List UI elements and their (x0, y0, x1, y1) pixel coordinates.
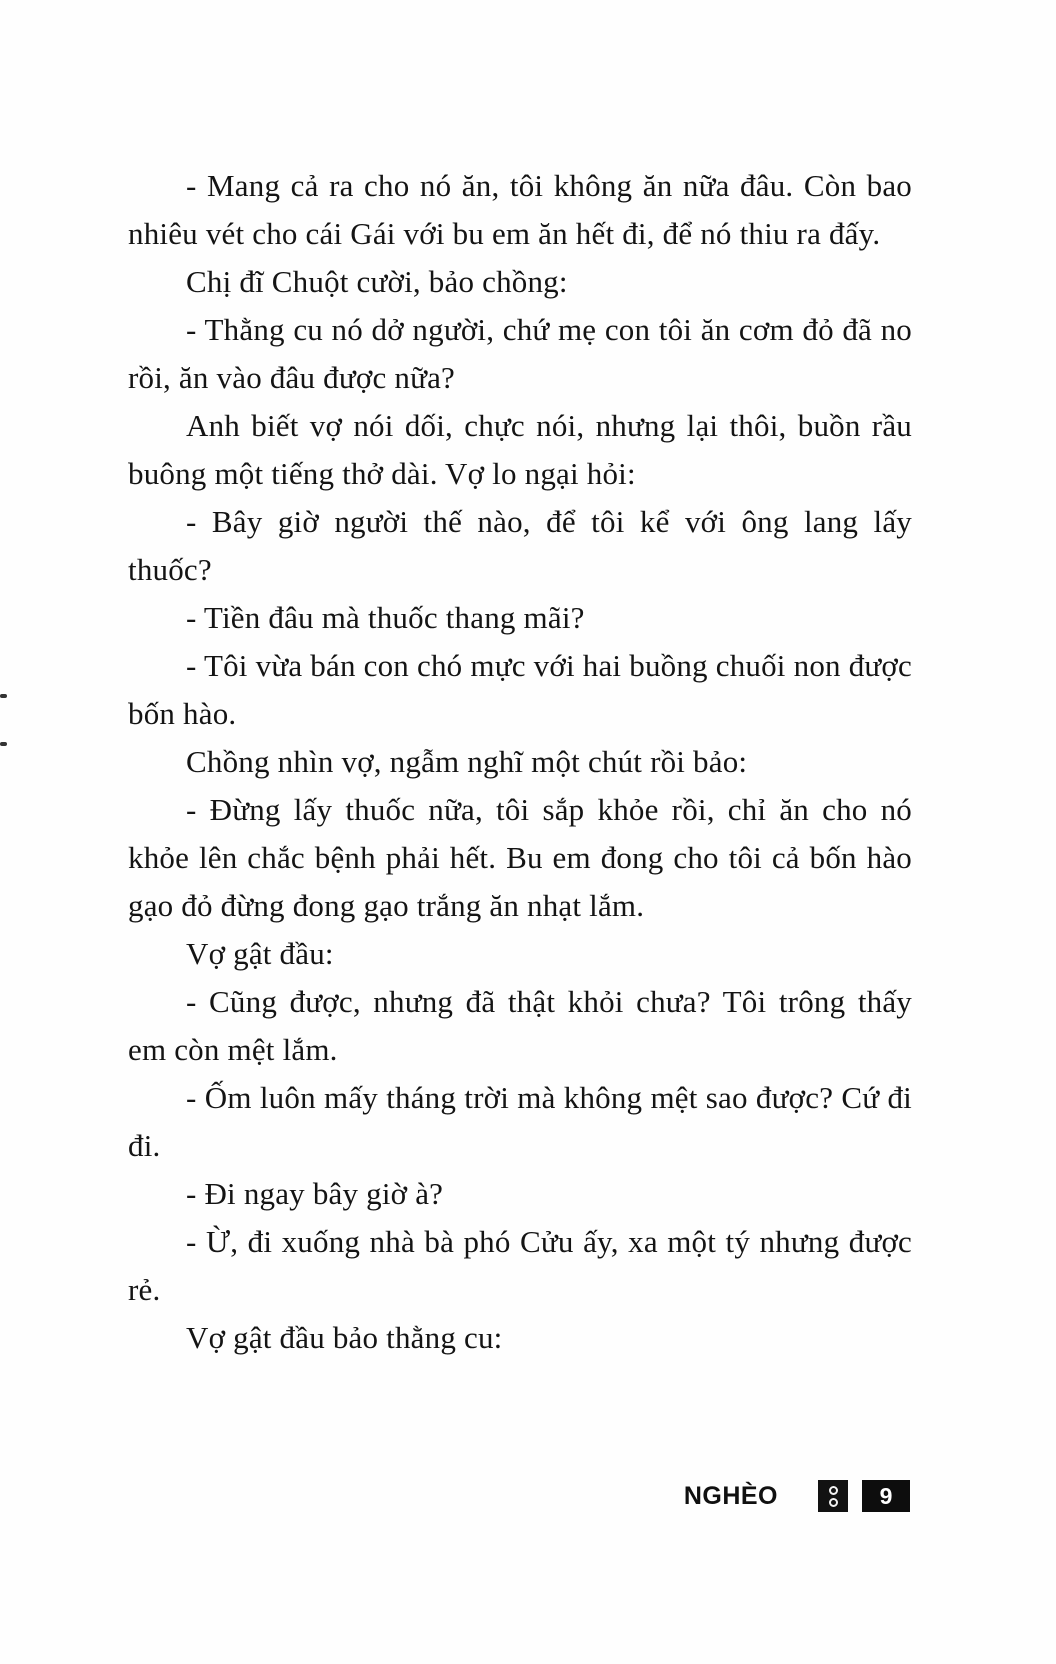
paragraph: - Bây giờ người thế nào, để tôi kể với ông lang lấy thuốc? (128, 504, 912, 587)
paragraph: Vợ gật đầu: (186, 936, 334, 971)
publisher-logo-icon (818, 1480, 848, 1512)
paragraph: Vợ gật đầu bảo thằng cu: (186, 1320, 503, 1355)
paragraph: - Thằng cu nó dở người, chứ mẹ con tôi ăn cơm đỏ đã no rồi, ăn vào đâu được nữa? (128, 312, 912, 395)
story-title: NGHÈO (683, 1481, 778, 1510)
paragraph: - Tôi vừa bán con chó mực với hai buồng chuối non được bốn hào. (128, 648, 912, 731)
paragraph: - Đi ngay bây giờ à? (186, 1176, 444, 1211)
paragraph: - Đừng lấy thuốc nữa, tôi sắp khỏe rồi, chỉ ăn cho nó khỏe lên chắc bệnh phải hết. Bu em đong cho tôi cả bốn hào gạo đỏ đừng đong gạo trắng ăn nhạt lắm. (128, 792, 912, 923)
paragraph: - Ừ, đi xuống nhà bà phó Cửu ấy, xa một tý nhưng được rẻ. (128, 1224, 912, 1307)
paragraph: - Ốm luôn mấy tháng trời mà không mệt sao được? Cứ đi đi. (128, 1080, 912, 1163)
scan-artifact (0, 742, 7, 746)
paragraph: Chị đĩ Chuột cười, bảo chồng: (186, 264, 568, 299)
paragraph: Anh biết vợ nói dối, chực nói, nhưng lại thôi, buồn rầu buông một tiếng thở dài. Vợ lo ngại hỏi: (128, 408, 912, 491)
paragraph: - Cũng được, nhưng đã thật khỏi chưa? Tôi trông thấy em còn mệt lắm. (128, 984, 912, 1067)
scan-artifact (0, 694, 7, 698)
logo-dot (829, 1486, 838, 1495)
paragraph: Chồng nhìn vợ, ngẫm nghĩ một chút rồi bảo: (186, 744, 748, 779)
page-footer (684, 1480, 910, 1512)
story-text-block (128, 162, 912, 1362)
paragraph: - Tiền đâu mà thuốc thang mãi? (186, 600, 585, 635)
page-number-badge: 9 (862, 1480, 910, 1512)
logo-dot (829, 1498, 838, 1507)
paragraph: - Mang cả ra cho nó ăn, tôi không ăn nữa đâu. Còn bao nhiêu vét cho cái Gái với bu em ăn hết đi, để nó thiu ra đấy. (128, 168, 912, 251)
